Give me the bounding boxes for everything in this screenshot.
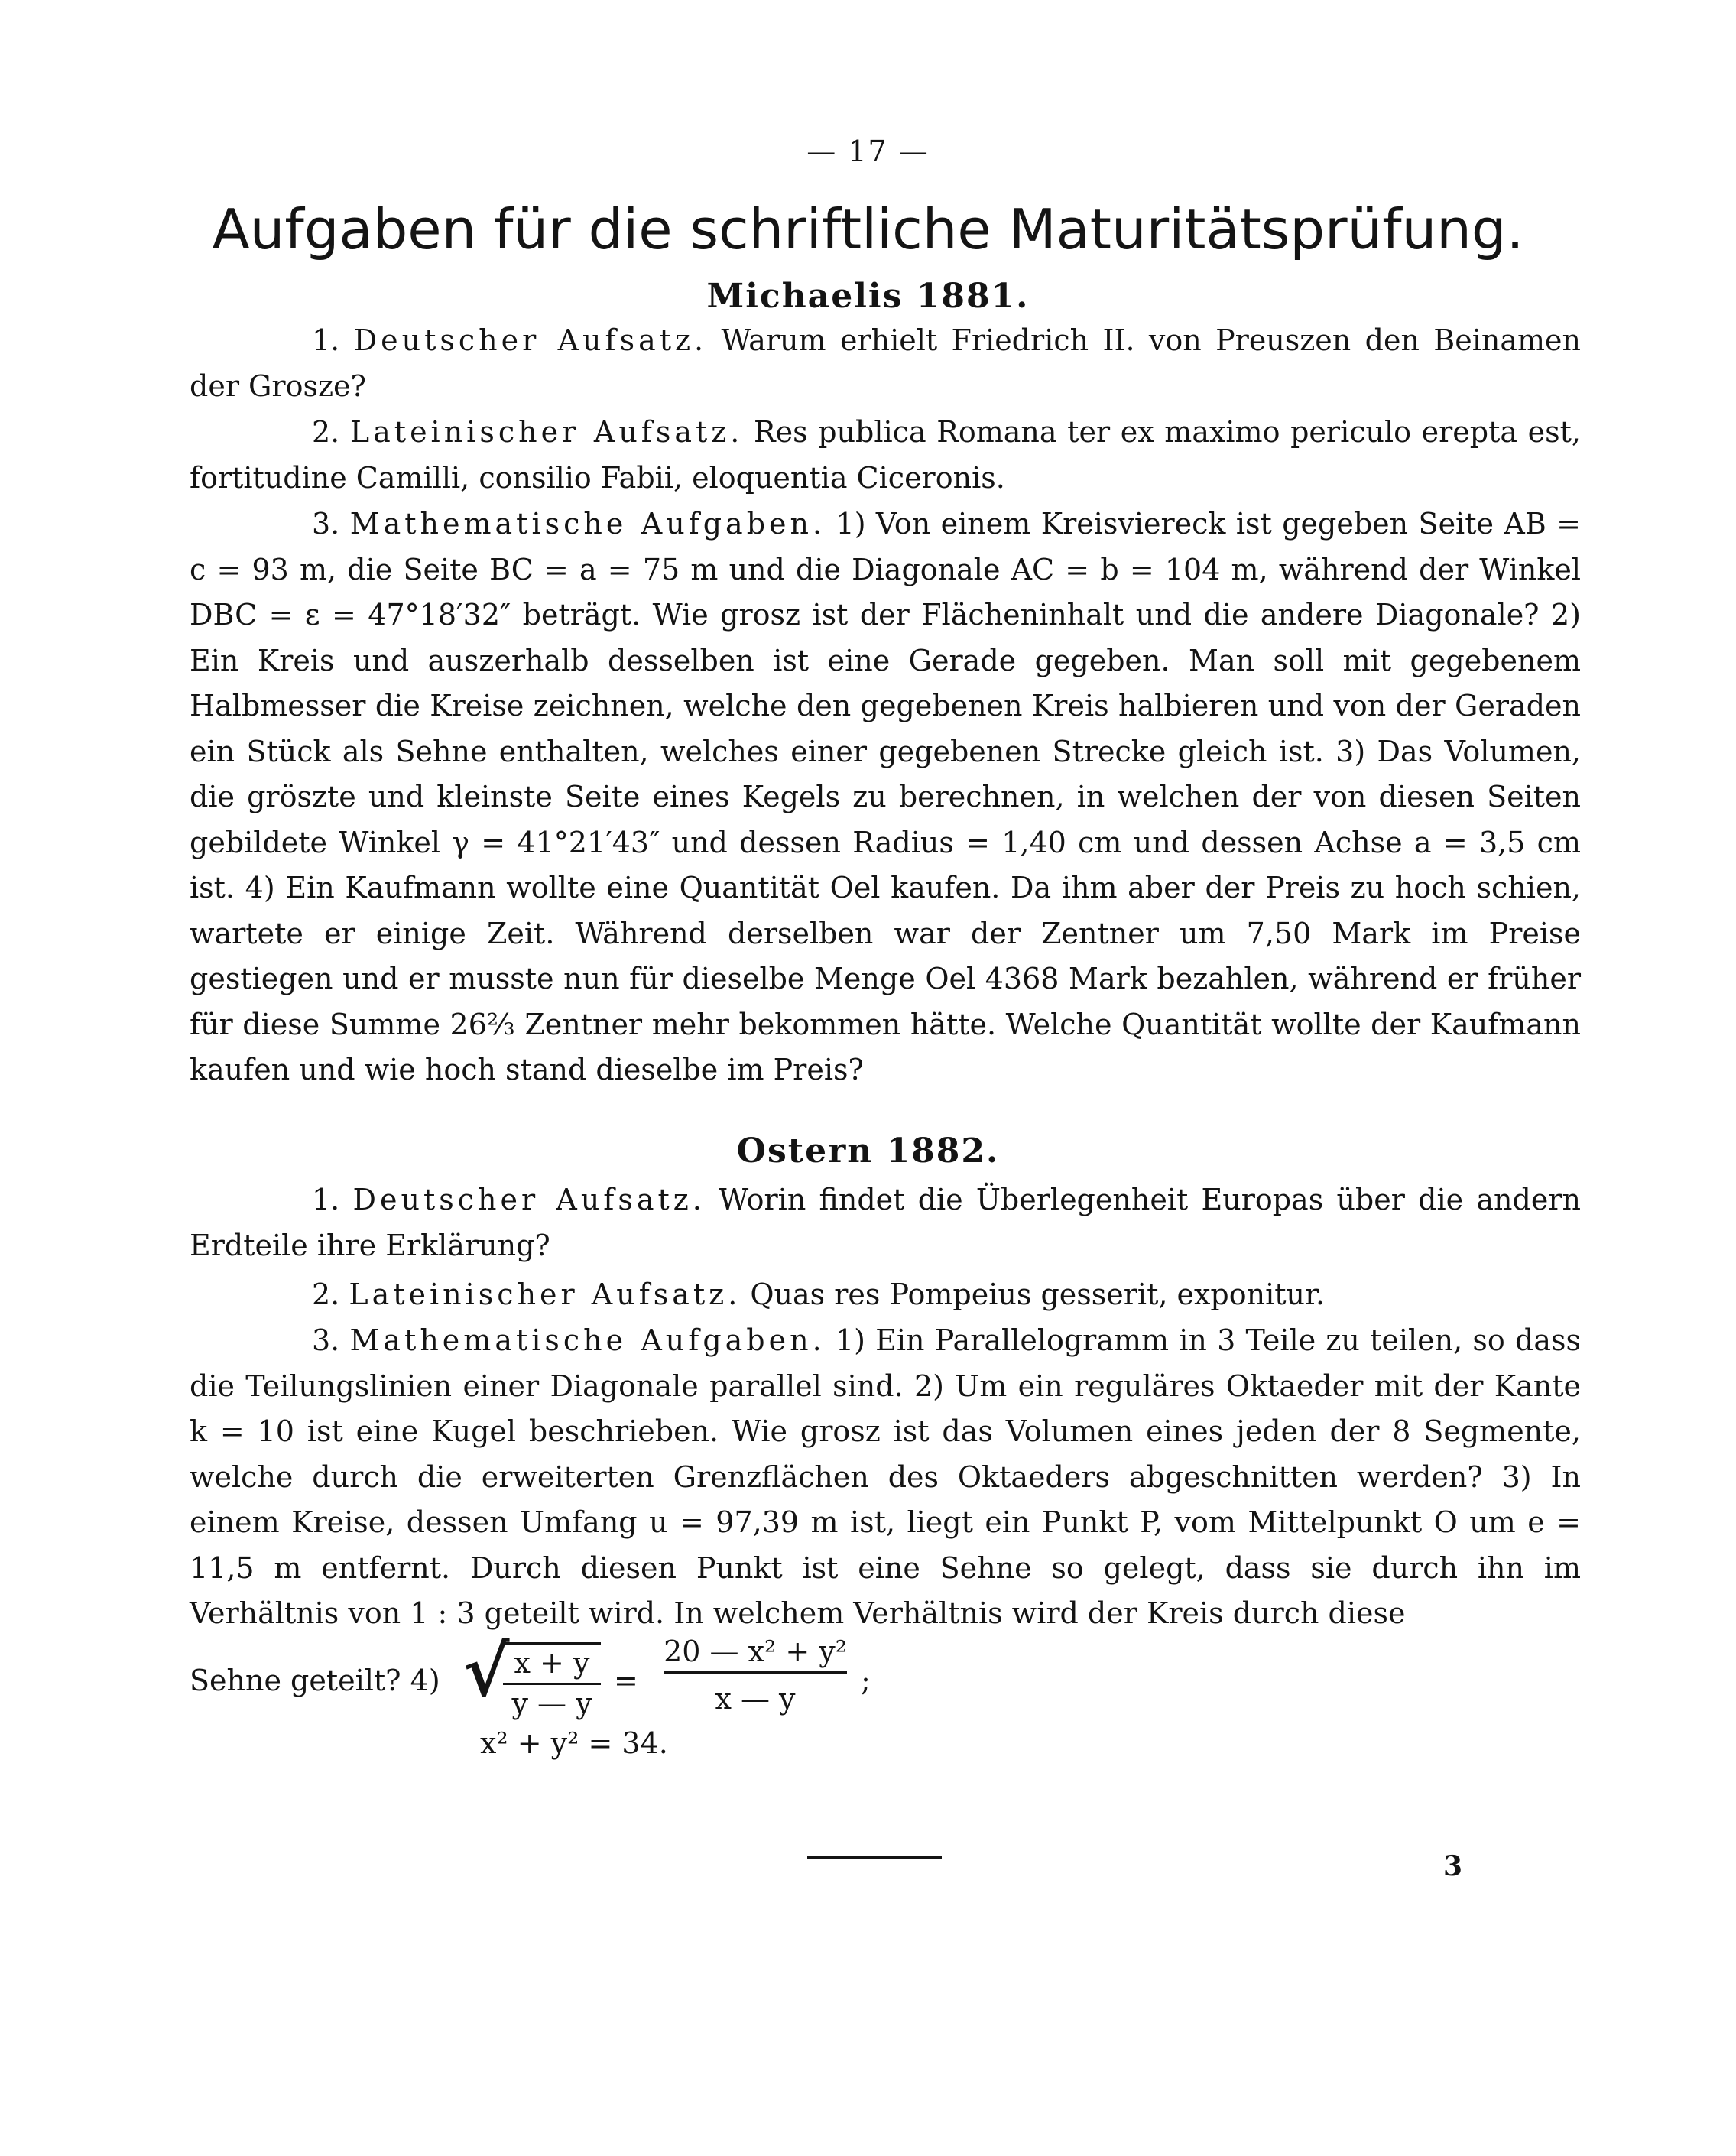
equals-sign: = bbox=[614, 1664, 638, 1697]
formula-second-equation: x² + y² = 34. bbox=[480, 1726, 668, 1760]
fraction-numerator: 20 — x² + y² bbox=[664, 1635, 847, 1674]
item-michaelis-2 bbox=[190, 410, 1581, 501]
item-number: 2. bbox=[312, 415, 340, 449]
formula-lead-text: Sehne geteilt? 4) bbox=[190, 1664, 440, 1697]
item-number: 3. bbox=[312, 1323, 340, 1357]
item-text: 1) Ein Parallelogramm in 3 Teile zu teilen, so dass die Teilungslinien einer Diagonale parallel sind. 2) Um ein reguläres Oktaeder mit der Kante k = 10 ist eine Kugel beschrieben. Wie grosz ist das Volumen eines jeden der 8 Segmente, welche durch die erweiterten Grenzflächen des Oktaeders abgeschnitten werden? 3) In einem Kreise, dessen Umfang u = 97,39 m ist, liegt ein Punkt P, vom Mittelpunkt O um e = 11,5 m entfernt. Durch diesen Punkt ist eine Sehne so gelegt, dass sie durch ihn im Verhältnis von 1 : 3 geteilt wird. In welchem Verhältnis wird der Kreis durch diese bbox=[190, 1323, 1581, 1630]
item-michaelis-1 bbox=[190, 318, 1581, 409]
item-text: 1) Von einem Kreisviereck ist gegeben Seite AB = c = 93 m, die Seite BC = a = 75 m und die Diagonale AC = b = 104 m, während der Winkel DBC = ε = 47°18′32″ beträgt. Wie grosz ist der Flächeninhalt und die andere Diagonale? 2) Ein Kreis und auszerhalb desselben ist eine Gerade gegeben. Man soll mit gegebenem Halbmesser die Kreise zeichnen, welche den gegebenen Kreis halbieren und von der Geraden ein Stück als Sehne enthalten, welches einer gegebenen Strecke gleich ist. 3) Das Volumen, die gröszte und kleinste Seite eines Kegels zu berechnen, in welchen der von diesen Seiten gebildete Winkel γ = 41°21′43″ und dessen Radius = 1,40 cm und dessen Achse a = 3,5 cm ist. 4) Ein Kaufmann wollte eine Quantität Oel kaufen. Da ihm aber der Preis zu hoch schien, wartete er einige Zeit. Während derselben war der Zentner um 7,50 Mark im Preise gestiegen und er musste nun für dieselbe Menge Oel 4368 Mark bezahlen, während er früher für diese Summe 26⅔ Zentner mehr bekommen hätte. Welche Quantität wollte der Kaufmann kaufen und wie hoch stand dieselbe im Preis? bbox=[190, 507, 1581, 1086]
equation-block bbox=[190, 1630, 1030, 1780]
item-text: Warum erhielt Friedrich II. von Preuszen den Beinamen der Grosze? bbox=[190, 323, 1581, 403]
sqrt-numerator: x + y bbox=[503, 1642, 601, 1685]
item-label: Deutscher Aufsatz. bbox=[352, 1183, 706, 1216]
item-label: Mathematische Aufgaben. bbox=[349, 1323, 826, 1357]
item-text: Worin findet die Überlegenheit Europas über die andern Erdteile ihre Erklärung? bbox=[190, 1183, 1581, 1262]
item-ostern-3 bbox=[190, 1318, 1581, 1637]
item-label: Deutscher Aufsatz. bbox=[353, 323, 708, 357]
sheet-signature: 3 bbox=[1443, 1850, 1463, 1882]
item-number: 1. bbox=[312, 1183, 340, 1216]
item-text: Res publica Romana ter ex maximo periculo erepta est, fortitudine Camilli, consilio Fabii, eloquentia Ciceronis. bbox=[190, 415, 1581, 495]
square-root-sign: √ bbox=[463, 1630, 510, 1713]
item-text: Quas res Pompeius gesserit, exponitur. bbox=[750, 1278, 1326, 1311]
section-heading-michaelis-1881: Michaelis 1881. bbox=[706, 277, 1030, 316]
section-heading-ostern-1882: Ostern 1882. bbox=[736, 1132, 1000, 1171]
item-number: 3. bbox=[312, 507, 340, 541]
item-label: Lateinischer Aufsatz. bbox=[349, 1278, 741, 1311]
page-number: — 17 — bbox=[806, 135, 930, 168]
fraction-denominator: x — y bbox=[715, 1682, 796, 1716]
item-label: Lateinischer Aufsatz. bbox=[349, 415, 744, 449]
item-label: Mathematische Aufgaben. bbox=[349, 507, 826, 541]
item-ostern-1 bbox=[190, 1177, 1581, 1268]
item-number: 1. bbox=[312, 323, 340, 357]
formula-separator: ; bbox=[861, 1664, 871, 1697]
sqrt-denominator: y — y bbox=[511, 1687, 592, 1720]
item-number: 2. bbox=[312, 1278, 340, 1311]
closing-rule bbox=[807, 1856, 942, 1859]
page-title: Aufgaben für die schriftliche Maturitätsprüfung. bbox=[212, 197, 1524, 261]
item-ostern-2 bbox=[190, 1272, 1581, 1318]
item-michaelis-3 bbox=[190, 502, 1581, 1093]
